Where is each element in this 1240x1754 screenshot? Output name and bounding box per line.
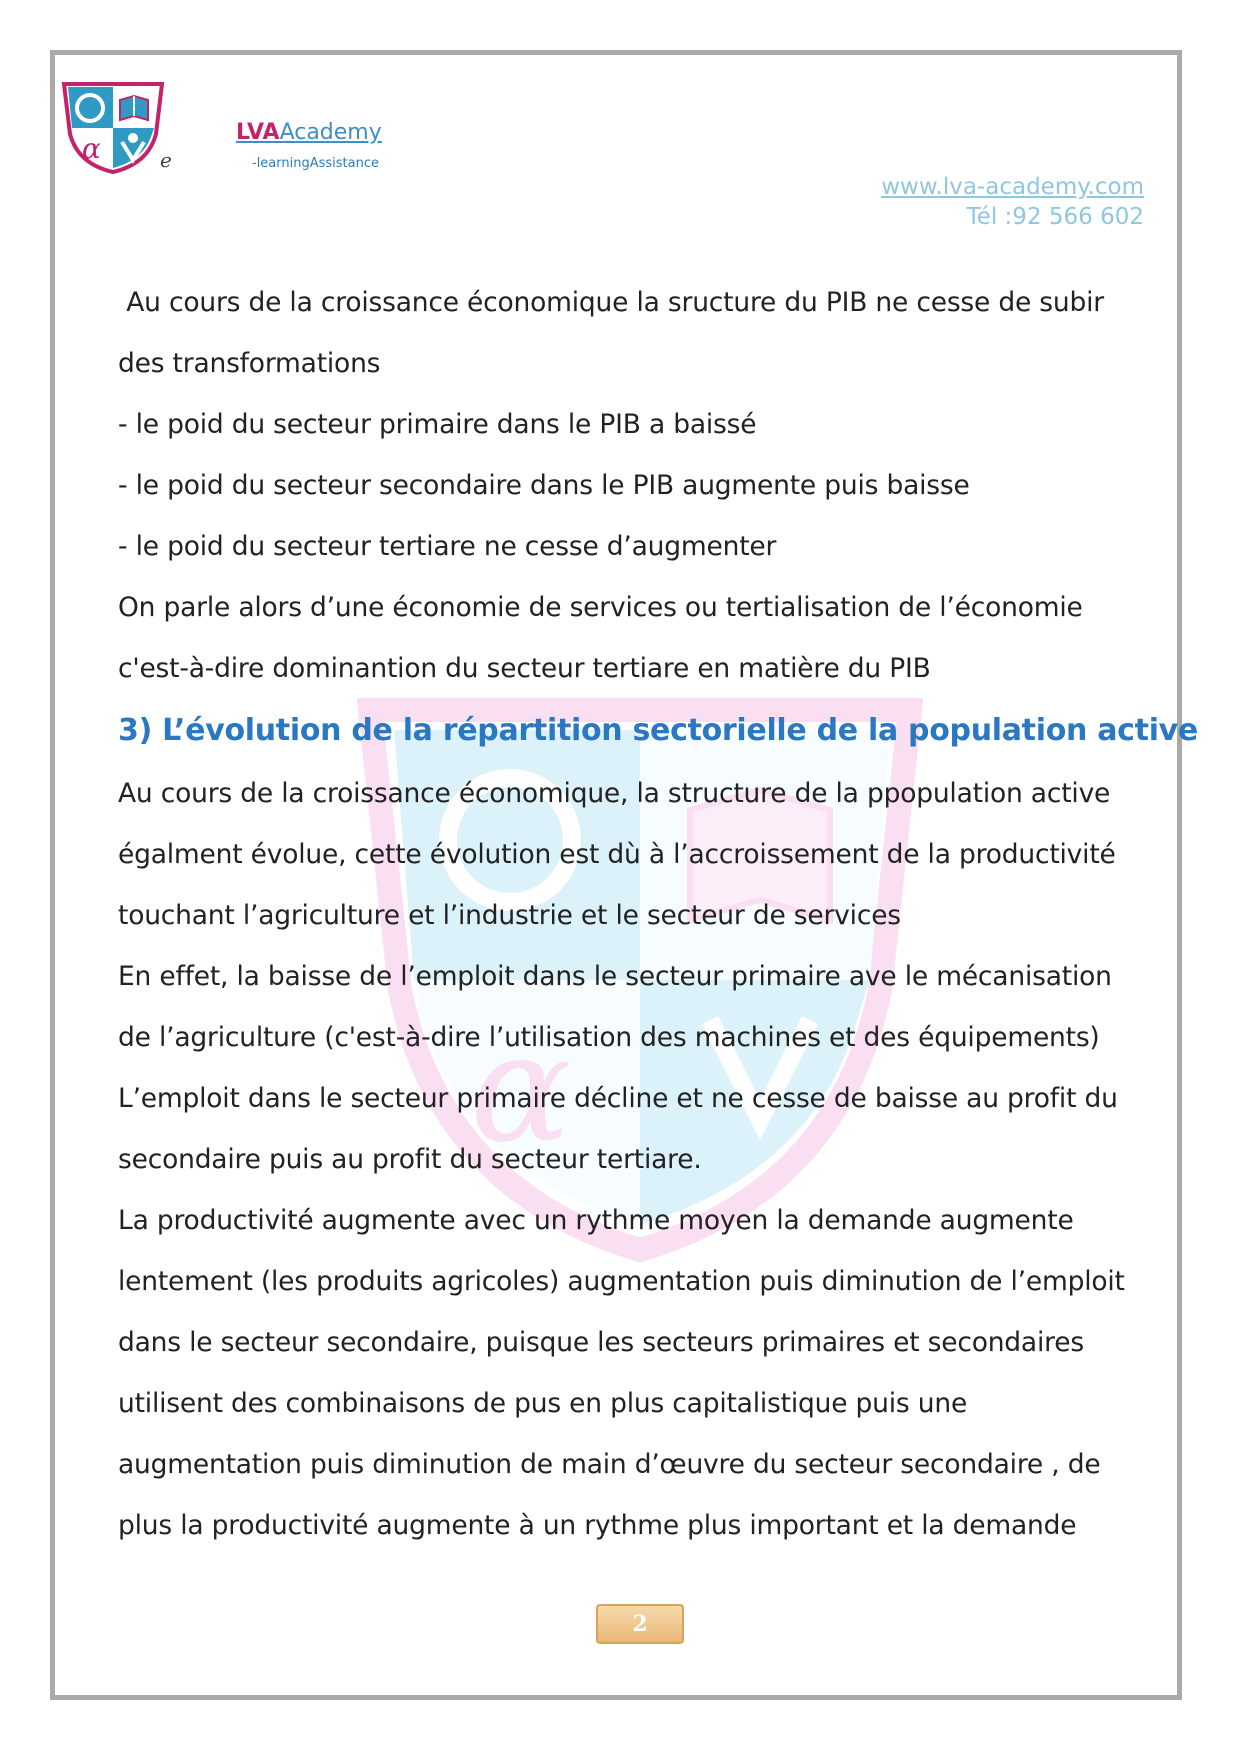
text-line: augmentation puis diminution de main d’œuvre du secteur secondaire , de xyxy=(118,1449,1101,1480)
page-number-badge: 2 xyxy=(596,1604,684,1644)
brand-suffix: Academy xyxy=(279,120,382,145)
logo-letter: e xyxy=(160,148,172,172)
text-line: L’emploit dans le secteur primaire décline et ne cesse de baisse au profit du xyxy=(118,1083,1118,1114)
text-line: c'est-à-dire dominantion du secteur tertiare en matière du PIB xyxy=(118,653,931,684)
text-line: de l’agriculture (c'est-à-dire l’utilisation des machines et des équipements) xyxy=(118,1022,1100,1053)
text-line: Au cours de la croissance économique la sructure du PIB ne cesse de subir xyxy=(118,287,1104,318)
brand-name[interactable] xyxy=(236,120,382,145)
text-line: - le poid du secteur secondaire dans le PIB augmente puis baisse xyxy=(118,470,970,501)
contact-block xyxy=(881,172,1144,232)
text-line: - le poid du secteur tertiare ne cesse d’augmenter xyxy=(118,531,777,562)
text-line: La productivité augmente avec un rythme moyen la demande augmente xyxy=(118,1205,1074,1236)
text-line: égalment évolue, cette évolution est dù à l’accroissement de la productivité xyxy=(118,839,1116,870)
brand-block xyxy=(236,120,382,171)
text-line: touchant l’agriculture et l’industrie et le secteur de services xyxy=(118,900,901,931)
text-line: On parle alors d’une économie de services ou tertialisation de l’économie xyxy=(118,592,1083,623)
book-icon xyxy=(120,96,148,120)
text-line: des transformations xyxy=(118,348,381,379)
text-line: utilisent des combinaisons de pus en plus capitalistique puis une xyxy=(118,1388,968,1419)
shield-logo-icon xyxy=(58,78,168,176)
phone-number: Tél :92 566 602 xyxy=(966,204,1144,230)
text-line: En effet, la baisse de l’emploit dans le secteur primaire ave le mécanisation xyxy=(118,961,1112,992)
svg-text:α: α xyxy=(470,1002,572,1176)
text-line: plus la productivité augmente à un rythme plus important et la demande xyxy=(118,1510,1077,1541)
brand-prefix: LVA xyxy=(236,120,280,145)
brand-tagline: -learningAssistance xyxy=(252,156,379,171)
document-body xyxy=(118,272,1198,1556)
text-line: - le poid du secteur primaire dans le PIB a baissé xyxy=(118,409,757,440)
text-line: lentement (les produits agricoles) augmentation puis diminution de l’emploit xyxy=(118,1266,1125,1297)
text-line: dans le secteur secondaire, puisque les secteurs primaires et secondaires xyxy=(118,1327,1084,1358)
section-heading: 3) L’évolution de la répartition sectorielle de la population active xyxy=(118,713,1198,748)
alpha-icon: α xyxy=(82,132,101,165)
text-line: secondaire puis au profit du secteur tertiare. xyxy=(118,1144,702,1175)
website-link[interactable]: www.lva-academy.com xyxy=(881,174,1144,200)
text-line: Au cours de la croissance économique, la structure de la ppopulation active xyxy=(118,778,1111,809)
